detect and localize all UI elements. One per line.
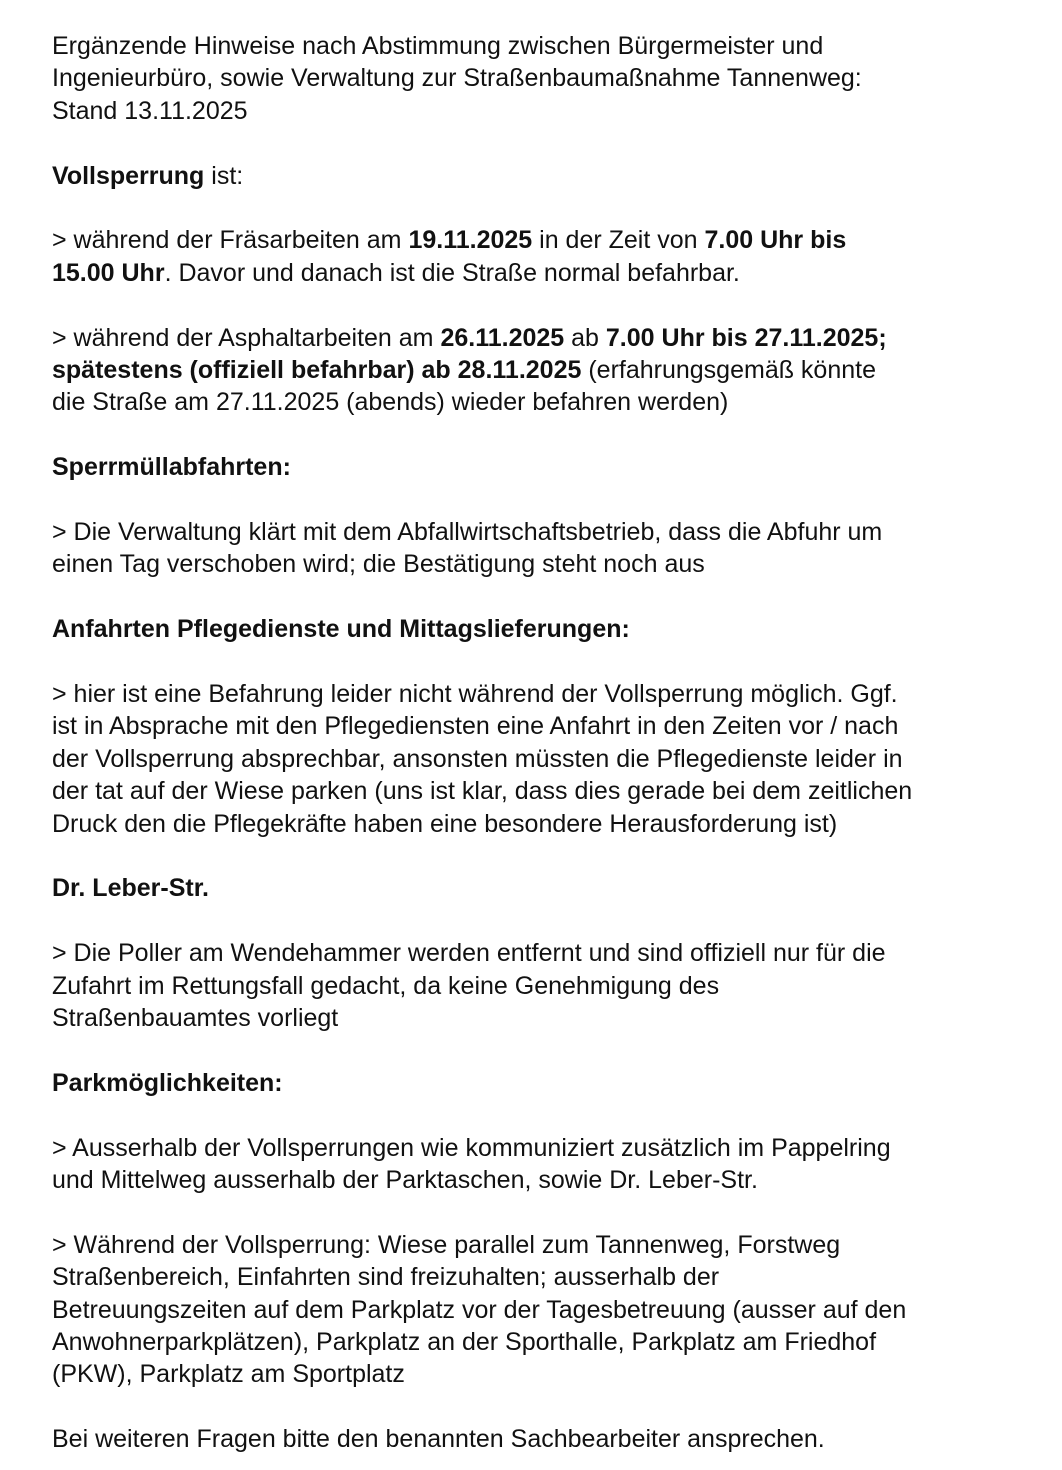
sperrmuell-paragraph xyxy=(52,516,1042,581)
bold-time: 7.00 Uhr bis 27.11.2025; xyxy=(605,323,887,352)
vollsperrung-heading-rest: ist: xyxy=(204,161,244,190)
text-line: > Während der Vollsperrung: Wiese parallel zum Tannenweg, Forstweg xyxy=(52,1230,841,1259)
text-segment: (erfahrungsgemäß könnte xyxy=(581,356,876,385)
text-line: Zufahrt im Rettungsfall gedacht, da keine Genehmigung des xyxy=(52,971,720,1000)
text-segment: ab xyxy=(564,323,606,352)
parken-item-ausserhalb xyxy=(52,1132,1042,1197)
leber-paragraph xyxy=(52,937,1042,1034)
text-line: > Die Verwaltung klärt mit dem Abfallwirtschaftsbetrieb, dass die Abfuhr um xyxy=(52,518,883,547)
text-line: > Ausserhalb der Vollsperrungen wie kommuniziert zusätzlich im Pappelring xyxy=(52,1133,891,1162)
leber-heading xyxy=(52,872,1042,904)
vollsperrung-heading xyxy=(52,160,1042,192)
text-line: der Vollsperrung absprechbar, ansonsten müssten die Pflegedienste leider in xyxy=(52,744,903,773)
bold-date: 26.11.2025 xyxy=(440,323,565,352)
section-heading: Dr. Leber-Str. xyxy=(52,874,209,903)
section-heading: Parkmöglichkeiten: xyxy=(52,1068,283,1097)
bold-date: 19.11.2025 xyxy=(408,226,533,255)
text-segment: in der Zeit von xyxy=(532,226,705,255)
text-line: einen Tag verschoben wird; die Bestätigung steht noch aus xyxy=(52,550,705,579)
text-segment: > während der Fräsarbeiten am xyxy=(52,226,409,255)
text-line: > Die Poller am Wendehammer werden entfernt und sind offiziell nur für die xyxy=(52,939,886,968)
text-line: (PKW), Parkplatz am Sportplatz xyxy=(52,1360,405,1389)
text-line: Anwohnerparkplätzen), Parkplatz an der Sporthalle, Parkplatz am Friedhof xyxy=(52,1328,877,1357)
text-line: Druck den die Pflegekräfte haben eine besondere Herausforderung ist) xyxy=(52,809,838,838)
text-line: ist in Absprache mit den Pflegediensten eine Anfahrt in den Zeiten vor / nach xyxy=(52,712,899,741)
parken-heading xyxy=(52,1067,1042,1099)
intro-line-3: Stand 13.11.2025 xyxy=(52,96,248,125)
sperrmuell-heading xyxy=(52,451,1042,483)
text-line: und Mittelweg ausserhalb der Parktaschen, sowie Dr. Leber-Str. xyxy=(52,1166,758,1195)
text-line: der tat auf der Wiese parken (uns ist klar, dass dies gerade bei dem zeitlichen xyxy=(52,777,913,806)
text-segment: die Straße am 27.11.2025 (abends) wieder befahren werden) xyxy=(52,388,729,417)
document-body xyxy=(52,30,1042,1456)
bold-time: 7.00 Uhr bis xyxy=(704,226,847,255)
text-line: > hier ist eine Befahrung leider nicht während der Vollsperrung möglich. Ggf. xyxy=(52,680,898,709)
text-segment: . Davor und danach ist die Straße normal befahrbar. xyxy=(164,258,740,287)
vollsperrung-heading-bold: Vollsperrung xyxy=(52,161,205,190)
bold-time: 15.00 Uhr xyxy=(52,258,165,287)
section-heading: Sperrmüllabfahrten: xyxy=(52,453,291,482)
vollsperrung-item-fraesarbeiten xyxy=(52,224,1042,289)
vollsperrung-item-asphaltarbeiten xyxy=(52,322,1042,419)
closing-text: Bei weiteren Fragen bitte den benannten Sachbearbeiter ansprechen. xyxy=(52,1425,825,1454)
pflege-heading xyxy=(52,613,1042,645)
text-line: Straßenbauamtes vorliegt xyxy=(52,1004,339,1033)
text-segment: > während der Asphaltarbeiten am xyxy=(52,323,441,352)
parken-item-waehrend xyxy=(52,1229,1042,1391)
intro-paragraph xyxy=(52,30,1042,127)
section-heading: Anfahrten Pflegedienste und Mittagslieferungen: xyxy=(52,615,630,644)
intro-line-2: Ingenieurbüro, sowie Verwaltung zur Straßenbaumaßnahme Tannenweg: xyxy=(52,64,862,93)
text-line: Betreuungszeiten auf dem Parkplatz vor der Tagesbetreuung (ausser auf den xyxy=(52,1295,907,1324)
text-line: Straßenbereich, Einfahrten sind freizuhalten; ausserhalb der xyxy=(52,1263,720,1292)
pflege-paragraph xyxy=(52,678,1042,840)
intro-line-1: Ergänzende Hinweise nach Abstimmung zwischen Bürgermeister und xyxy=(52,32,824,60)
closing-paragraph xyxy=(52,1423,1042,1455)
bold-date: spätestens (offiziell befahrbar) ab 28.11.2025 xyxy=(52,356,582,385)
